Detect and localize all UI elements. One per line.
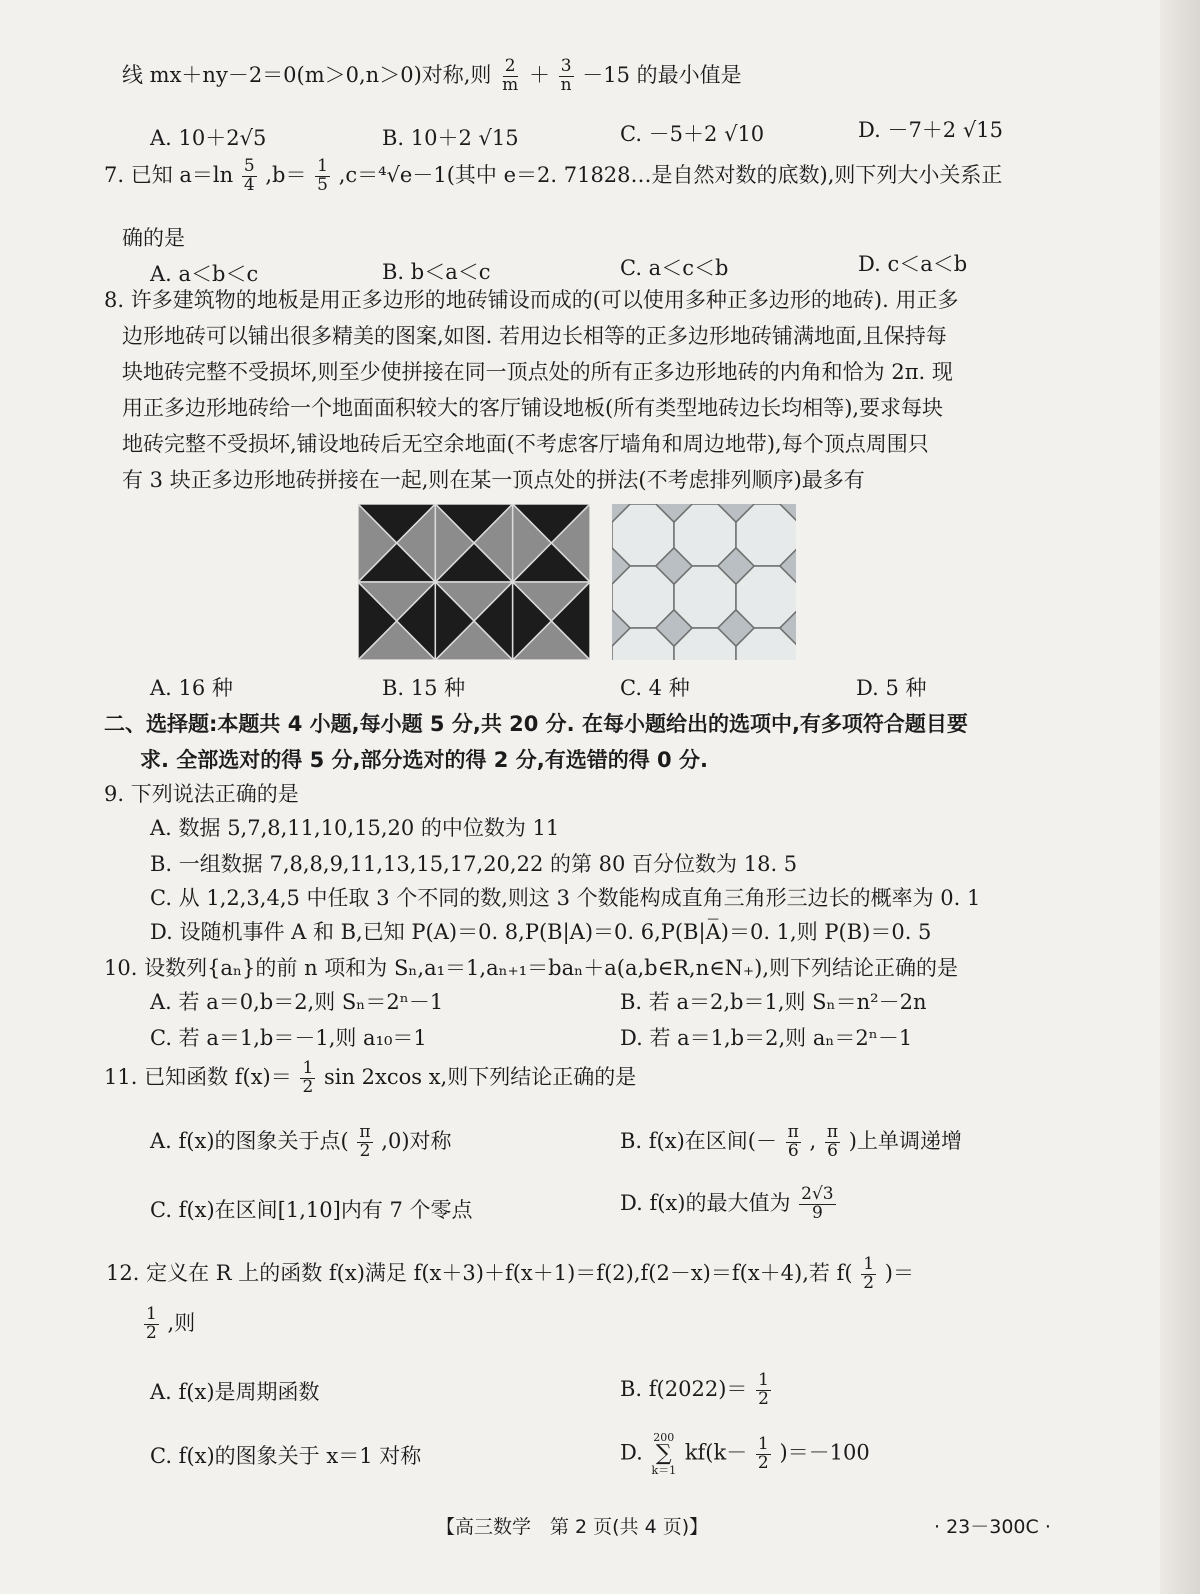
q12-b-pre: B. f(2022)＝ — [620, 1376, 748, 1401]
q9-stem: 9. 下列说法正确的是 — [104, 782, 299, 806]
q11-b-n1: π — [787, 1122, 799, 1142]
octagon-tiles — [612, 504, 796, 660]
q11-b-d1: 6 — [787, 1140, 799, 1161]
q11-b-mid: , — [809, 1128, 817, 1153]
q7-option-a: A. a＜b＜c — [150, 262, 259, 286]
q11-stem-post: sin 2xcos x,则下列结论正确的是 — [323, 1064, 637, 1089]
q12-b-num: 1 — [758, 1370, 769, 1390]
page-footer-code: · 23－300C · — [934, 1516, 1051, 1538]
q7-f1-num: 5 — [243, 156, 255, 176]
q7-stem-line2: 确的是 — [122, 226, 185, 250]
q12-stem-fraction — [861, 1256, 876, 1293]
q11-stem-f-num: 1 — [302, 1058, 314, 1078]
tiling-figure-triangles — [358, 504, 590, 660]
q7-stem — [104, 158, 1002, 195]
q12-stem-pre: 12. 定义在 R 上的函数 f(x)满足 f(x＋3)＋f(x＋1)＝f(2),f(2－x)＝f(x＋4),若 f( — [106, 1260, 853, 1285]
q6-option-d: D. －7＋2 √15 — [858, 118, 1003, 142]
q12-d-mid: kf(k－ — [684, 1440, 748, 1465]
q7-option-d: D. c＜a＜b — [858, 252, 968, 276]
q12-d-pre: D. — [620, 1440, 643, 1465]
q12-d-den: 2 — [757, 1452, 769, 1473]
q10-option-a: A. 若 a＝0,b＝2,则 Sₙ＝2ⁿ－1 — [150, 990, 444, 1014]
q11-a-post: ,0)对称 — [381, 1128, 452, 1153]
page-edge-shadow — [1160, 0, 1200, 1594]
q7-f2-num: 1 — [317, 156, 328, 176]
section-2-heading: 二、选择题:本题共 4 小题,每小题 5 分,共 20 分. 在每小题给出的选项中,有多项符合题目要 — [104, 712, 968, 736]
q6-fraction-1 — [500, 58, 520, 95]
q11-a-fraction — [357, 1124, 372, 1161]
tiling-figure-octagons — [612, 504, 796, 660]
q11-option-c: C. f(x)在区间[1,10]内有 7 个零点 — [150, 1198, 473, 1222]
q11-d-num: 2√3 — [801, 1184, 834, 1204]
q7-fraction-1 — [242, 158, 257, 195]
q12-b-fraction — [756, 1372, 771, 1409]
q7-stem-mid: ,b＝ — [265, 162, 307, 187]
section-2-heading-line2: 求. 全部选对的得 5 分,部分选对的得 2 分,有选错的得 0 分. — [140, 748, 708, 772]
q12-d-sum-top: 200 — [653, 1431, 675, 1444]
q11-a-den: 2 — [359, 1140, 371, 1161]
octagon-tile — [736, 566, 796, 628]
q12-stem-post: )＝ — [884, 1260, 914, 1285]
q12-b-den: 2 — [758, 1388, 769, 1409]
q6-option-a: A. 10＋2√5 — [150, 126, 267, 150]
q8-line-5: 地砖完整不受损坏,铺设地砖后无空余地面(不考虑客厅墙角和周边地带),每个顶点周围只 — [122, 432, 929, 456]
q6-stem-pre: 线 mx＋ny－2＝0(m＞0,n＞0)对称,则 — [122, 62, 492, 87]
q8-line-4: 用正多边形地砖给一个地面面积较大的客厅铺设地板(所有类型地砖边长均相等),要求每块 — [122, 396, 944, 420]
q11-b-post: )上单调递增 — [848, 1128, 962, 1153]
q11-option-b — [620, 1124, 962, 1161]
q12-option-a: A. f(x)是周期函数 — [150, 1380, 320, 1404]
q12-stem-line2 — [142, 1306, 195, 1343]
q6-f2-num: 3 — [560, 56, 572, 76]
q11-d-den: 9 — [811, 1202, 823, 1223]
q12-option-d — [620, 1432, 870, 1476]
q11-b-fraction-1 — [786, 1124, 801, 1161]
q11-a-num: π — [359, 1122, 371, 1142]
q7-f2-den: 5 — [317, 174, 328, 195]
q7-option-b: B. b＜a＜c — [382, 260, 491, 284]
q12-line2-den: 2 — [146, 1322, 157, 1343]
q12-stem-num: 1 — [863, 1254, 875, 1274]
q8-option-d: D. 5 种 — [856, 676, 927, 700]
q11-option-d — [620, 1186, 838, 1223]
q11-stem — [104, 1060, 636, 1097]
q11-d-pre: D. f(x)的最大值为 — [620, 1190, 791, 1215]
q7-stem-post: ,c＝⁴√e－1(其中 e＝2. 71828…是自然对数的底数),则下列大小关系正 — [338, 162, 1003, 187]
q12-d-fraction — [756, 1433, 771, 1473]
q8-line-3: 块地砖完整不受损坏,则至少使拼接在同一顶点处的所有正多边形地砖的内角和恰为 2π. 现 — [122, 360, 953, 384]
q11-b-fraction-2 — [825, 1124, 840, 1161]
q6-f1-num: 2 — [504, 56, 516, 76]
q6-stem-post: －15 的最小值是 — [582, 62, 742, 87]
q7-fraction-2 — [315, 158, 330, 195]
q12-stem-den: 2 — [863, 1272, 875, 1293]
q10-option-b: B. 若 a＝2,b＝1,则 Sₙ＝n²－2n — [620, 990, 927, 1014]
q8-option-c: C. 4 种 — [620, 676, 690, 700]
q12-line2-num: 1 — [146, 1304, 157, 1324]
q12-option-b — [620, 1372, 773, 1409]
q11-a-pre: A. f(x)的图象关于点( — [150, 1128, 349, 1153]
q6-option-c: C. －5＋2 √10 — [620, 122, 765, 146]
q10-option-d: D. 若 a＝1,b＝2,则 aₙ＝2ⁿ－1 — [620, 1026, 913, 1050]
q6-option-b: B. 10＋2 √15 — [382, 126, 519, 150]
q11-stem-f-den: 2 — [302, 1076, 314, 1097]
q8-option-b: B. 15 种 — [382, 676, 466, 700]
q12-d-summation — [651, 1432, 676, 1476]
q11-stem-fraction — [300, 1060, 315, 1097]
q8-option-a: A. 16 种 — [150, 676, 233, 700]
q11-b-n2: π — [826, 1122, 839, 1142]
q12-d-sum-bottom: k＝1 — [651, 1464, 677, 1477]
q7-stem-pre: 7. 已知 a＝ln — [104, 162, 234, 187]
q8-line-6: 有 3 块正多边形地砖拼接在一起,则在某一顶点处的拼法(不考虑排列顺序)最多有 — [122, 468, 865, 492]
q9-option-a: A. 数据 5,7,8,11,10,15,20 的中位数为 11 — [150, 816, 560, 840]
q11-b-pre: B. f(x)在区间(－ — [620, 1128, 777, 1153]
q11-b-d2: 6 — [827, 1140, 838, 1161]
q6-plus: ＋ — [528, 62, 550, 87]
q11-d-fraction — [799, 1186, 835, 1223]
q8-line-2: 边形地砖可以铺出很多精美的图案,如图. 若用边长相等的正多边形地砖铺满地面,且保持每 — [122, 324, 947, 348]
q12-line2-post: ,则 — [167, 1310, 196, 1335]
q6-f1-den: m — [502, 74, 519, 95]
triangle-tiles — [358, 504, 590, 660]
q12-line2-fraction — [144, 1306, 159, 1343]
q10-stem: 10. 设数列{aₙ}的前 n 项和为 Sₙ,a₁＝1,aₙ₊₁＝baₙ＋a(a,b∈R,n∈N₊),则下列结论正确的是 — [104, 956, 959, 980]
q12-d-post: )＝－100 — [779, 1440, 870, 1465]
q7-option-c: C. a＜c＜b — [620, 256, 729, 280]
q9-option-b: B. 一组数据 7,8,8,9,11,13,15,17,20,22 的第 80 百分位数为 18. 5 — [150, 852, 798, 876]
q12-stem — [106, 1256, 914, 1293]
q6-stem — [122, 58, 742, 95]
octagon-tile — [736, 504, 796, 566]
q12-d-num: 1 — [757, 1433, 769, 1454]
q10-option-c: C. 若 a＝1,b＝－1,则 a₁₀＝1 — [150, 1026, 427, 1050]
q6-f2-den: n — [560, 74, 572, 95]
summation-icon: ∑ — [655, 1441, 672, 1466]
q12-option-c: C. f(x)的图象关于 x＝1 对称 — [150, 1444, 422, 1468]
q11-stem-pre: 11. 已知函数 f(x)＝ — [104, 1064, 292, 1089]
q7-f1-den: 4 — [243, 174, 255, 195]
q8-line-1: 8. 许多建筑物的地板是用正多边形的地砖铺设而成的(可以使用多种正多边形的地砖). 用正多 — [104, 288, 959, 312]
q6-fraction-2 — [559, 58, 574, 95]
q9-option-d: D. 设随机事件 A 和 B,已知 P(A)＝0. 8,P(B|A)＝0. 6,P(B|A̅)＝0. 1,则 P(B)＝0. 5 — [150, 920, 932, 944]
page-footer-center: 【高三数学 第 2 页(共 4 页)】 — [436, 1516, 709, 1538]
q11-option-a — [150, 1124, 452, 1161]
q9-option-c: C. 从 1,2,3,4,5 中任取 3 个不同的数,则这 3 个数能构成直角三角形三边长的概率为 0. 1 — [150, 886, 981, 910]
